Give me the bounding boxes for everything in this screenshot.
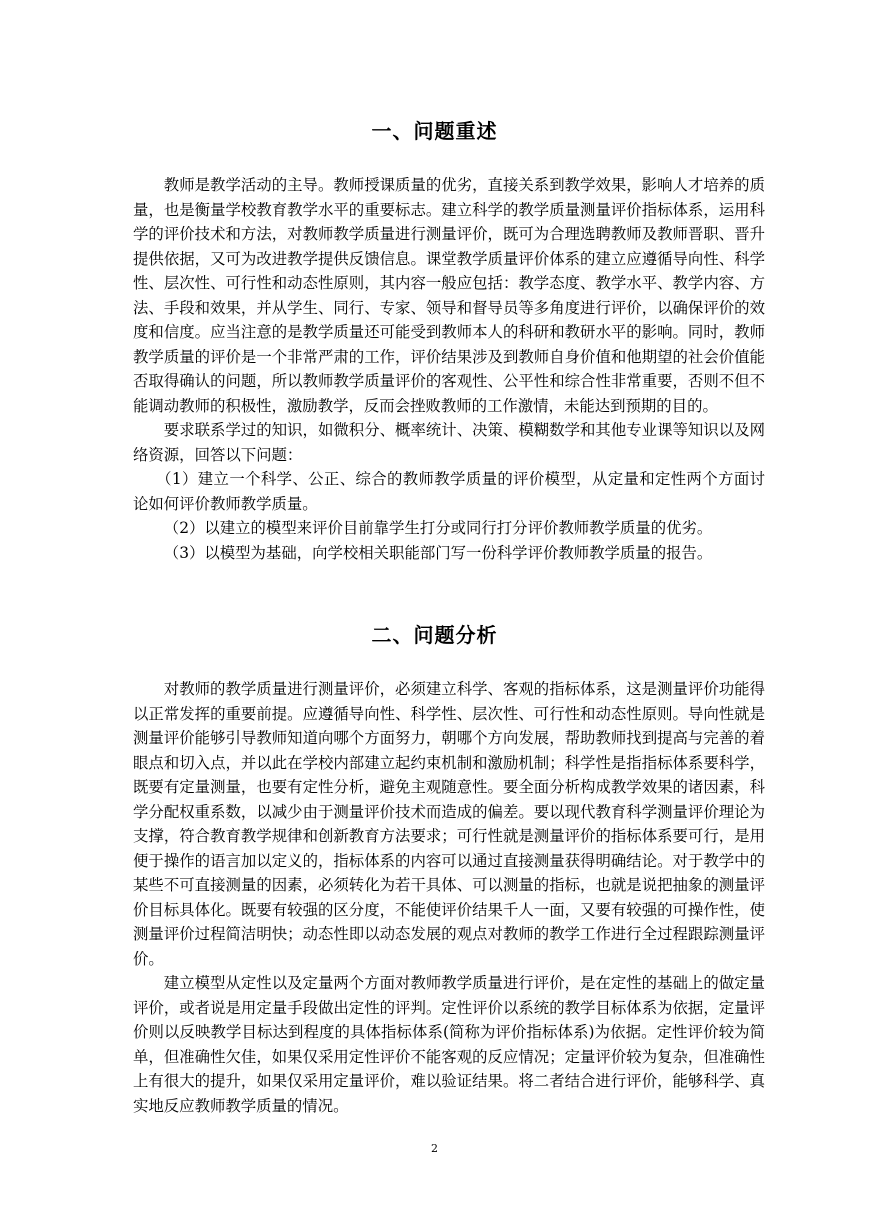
section-body-problem-analysis xyxy=(133,677,765,1118)
body-paragraph: 对教师的教学质量进行测量评价，必须建立科学、客观的指标体系，这是测量评价功能得以正常发挥的重要前提。应遵循导向性、科学性、层次性、可行性和动态性原则。导向性就是测量评价能够引导教师知道向哪个方面努力，朝哪个方向发展，帮助教师找到提高与完善的着眼点和切入点，并以此在学校内部建立起约束机制和激励机制；科学性是指指标体系要科学，既要有定量测量，也要有定性分析，避免主观随意性。要全面分析构成教学效果的诸因素，科学分配权重系数，以减少由于测量评价技术而造成的偏差。要以现代教育科学测量评价理论为支撑，符合教育教学规律和创新教育方法要求；可行性就是测量评价的指标体系要可行，是用便于操作的语言加以定义的，指标体系的内容可以通过直接测量获得明确结论。对于教学中的某些不可直接测量的因素，必须转化为若干具体、可以测量的指标，也就是说把抽象的测量评价目标具体化。既要有较强的区分度，不能使评价结果千人一面，又要有较强的可操作性，使测量评价过程简洁明快；动态性即以动态发展的观点对教师的教学工作进行全过程跟踪测量评价。 xyxy=(133,680,765,968)
page-number: 2 xyxy=(431,1142,438,1155)
section-heading-problem-restatement: 一、问题重述 xyxy=(371,119,498,143)
question-item: （1）建立一个科学、公正、综合的教师教学质量的评价模型，从定量和定性两个方面讨论如何评价教师教学质量。 xyxy=(133,470,765,513)
body-paragraph: 教师是教学活动的主导。教师授课质量的优劣，直接关系到教学效果，影响人才培养的质量，也是衡量学校教育教学水平的重要标志。建立科学的教学质量测量评价指标体系，运用科学的评价技术和方法，对教师教学质量进行测量评价，既可为合理选聘教师及教师晋职、晋升提供依据，又可为改进教学提供反馈信息。课堂教学质量评价体系的建立应遵循导向性、科学性、层次性、可行性和动态性原则，其内容一般应包括：教学态度、教学水平、教学内容、方法、手段和效果，并从学生、同行、专家、领导和督导员等多角度进行评价，以确保评价的效度和信度。应当注意的是教学质量还可能受到教师本人的科研和教研水平的影响。同时，教师教学质量的评价是一个非常严肃的工作，评价结果涉及到教师自身价值和他期望的社会价值能否取得确认的问题，所以教师教学质量评价的客观性、公平性和综合性非常重要，否则不但不能调动教师的积极性，激励教学，反而会挫败教师的工作激情，未能达到预期的目的。 xyxy=(133,176,765,415)
section-heading-problem-analysis: 二、问题分析 xyxy=(371,623,498,647)
question-item: （2）以建立的模型来评价目前靠学生打分或同行打分评价教师教学质量的优劣。 xyxy=(163,519,713,537)
section-body-problem-restatement xyxy=(133,173,765,565)
body-paragraph: 要求联系学过的知识，如微积分、概率统计、决策、模糊数学和其他专业课等知识以及网络资源，回答以下问题： xyxy=(133,421,765,464)
body-paragraph: 建立模型从定性以及定量两个方面对教师教学质量进行评价，是在定性的基础上的做定量评价，或者说是用定量手段做出定性的评判。定性评价以系统的教学目标体系为依据，定量评价则以反映教学目标达到程度的具体指标体系(简称为评价指标体系)为依据。定性评价较为简单，但准确性欠佳，如果仅采用定性评价不能客观的反应情况；定量评价较为复杂，但准确性上有很大的提升，如果仅采用定量评价，难以验证结果。将二者结合进行评价，能够科学、真实地反应教师教学质量的情况。 xyxy=(133,974,765,1115)
question-item: （3）以模型为基础，向学校相关职能部门写一份科学评价教师教学质量的报告。 xyxy=(163,543,713,562)
